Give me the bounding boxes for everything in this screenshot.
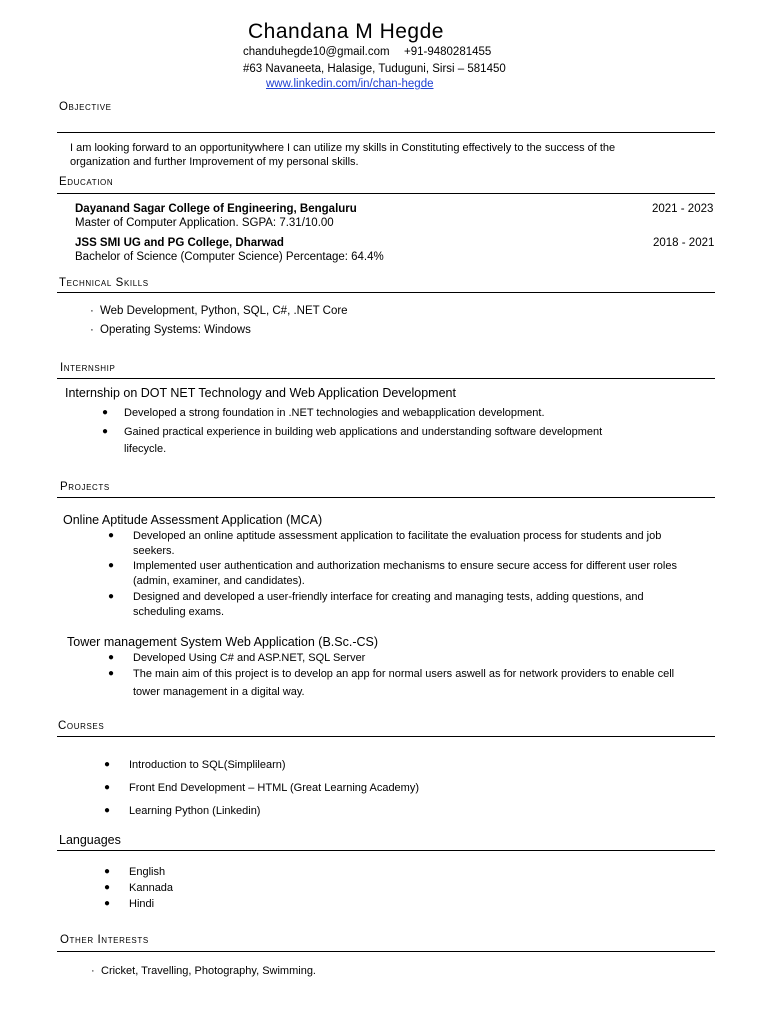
section-divider bbox=[57, 378, 715, 379]
skill-bullet-icon: · bbox=[90, 305, 94, 317]
language-item: Kannada bbox=[129, 882, 174, 894]
bullet-icon: ● bbox=[104, 805, 111, 816]
project-line: seekers. bbox=[133, 545, 175, 557]
bullet-icon: ● bbox=[108, 591, 115, 602]
education-institution: JSS SMI UG and PG College, Dharwad bbox=[75, 237, 284, 249]
interests-heading: Other Interests bbox=[60, 934, 149, 946]
contact-email: chanduhegde10@gmail.com bbox=[243, 46, 390, 58]
objective-line: I am looking forward to an opportunitywhere I can utilize my skills in Constituting effectively to the success of the bbox=[70, 142, 616, 154]
interests-text: Cricket, Travelling, Photography, Swimming. bbox=[101, 965, 316, 977]
course-item: Front End Development – HTML (Great Learning Academy) bbox=[129, 782, 420, 794]
section-divider bbox=[57, 193, 715, 194]
internship-point: Gained practical experience in building web applications and understanding software development bbox=[124, 426, 603, 438]
skill-bullet-icon: · bbox=[90, 324, 94, 336]
project-title: Online Aptitude Assessment Application (MCA) bbox=[63, 513, 323, 527]
bullet-icon: ● bbox=[102, 426, 109, 437]
section-divider bbox=[57, 850, 715, 851]
bullet-icon: ● bbox=[108, 652, 115, 663]
section-divider bbox=[57, 951, 715, 952]
course-item: Learning Python (Linkedin) bbox=[129, 805, 261, 817]
internship-heading: Internship bbox=[60, 362, 116, 374]
language-item: English bbox=[129, 866, 166, 878]
bullet-icon: ● bbox=[104, 782, 111, 793]
education-period: 2021 - 2023 bbox=[652, 203, 714, 215]
bullet-icon: ● bbox=[104, 759, 111, 770]
bullet-icon: ● bbox=[104, 898, 111, 909]
linkedin-link[interactable]: www.linkedin.com/in/chan-hegde bbox=[266, 78, 434, 90]
section-divider bbox=[57, 132, 715, 133]
languages-heading: Languages bbox=[59, 833, 121, 847]
skill-item: Operating Systems: Windows bbox=[100, 324, 251, 336]
education-institution: Dayanand Sagar College of Engineering, Bengaluru bbox=[75, 203, 357, 215]
education-heading: Education bbox=[59, 176, 114, 188]
contact-phone: +91-9480281455 bbox=[404, 46, 492, 58]
objective-line: organization and further Improvement of my personal skills. bbox=[70, 156, 359, 168]
courses-heading: Courses bbox=[58, 720, 105, 732]
interest-bullet-icon: · bbox=[91, 965, 95, 977]
project-line: tower management in a digital way. bbox=[133, 686, 305, 698]
education-detail: Bachelor of Science (Computer Science) Percentage: 64.4% bbox=[75, 251, 384, 263]
bullet-icon: ● bbox=[102, 407, 109, 418]
internship-title: Internship on DOT NET Technology and Web Application Development bbox=[65, 386, 456, 400]
project-line: Developed an online aptitude assessment application to facilitate the evaluation process for students and job bbox=[133, 530, 662, 542]
internship-point: lifecycle. bbox=[124, 443, 167, 455]
skill-item: Web Development, Python, SQL, C#, .NET Core bbox=[100, 305, 348, 317]
project-line: scheduling exams. bbox=[133, 606, 225, 618]
bullet-icon: ● bbox=[108, 530, 115, 541]
projects-heading: Projects bbox=[60, 481, 110, 493]
bullet-icon: ● bbox=[108, 668, 115, 679]
course-item: Introduction to SQL(Simplilearn) bbox=[129, 759, 286, 771]
section-divider bbox=[57, 497, 715, 498]
contact-address: #63 Navaneeta, Halasige, Tuduguni, Sirsi – 581450 bbox=[243, 63, 506, 75]
bullet-icon: ● bbox=[104, 866, 111, 877]
project-line: Developed Using C# and ASP.NET, SQL Server bbox=[133, 652, 366, 664]
internship-point: Developed a strong foundation in .NET technologies and webapplication development. bbox=[124, 407, 545, 419]
project-title: Tower management System Web Application (B.Sc.-CS) bbox=[67, 635, 379, 649]
project-line: Designed and developed a user-friendly interface for creating and managing tests, adding questions, and bbox=[133, 591, 644, 603]
candidate-name: Chandana M Hegde bbox=[248, 20, 444, 43]
section-divider bbox=[57, 292, 715, 293]
language-item: Hindi bbox=[129, 898, 155, 910]
bullet-icon: ● bbox=[104, 882, 111, 893]
project-line: Implemented user authentication and authorization mechanisms to ensure secure access for different user roles bbox=[133, 560, 677, 572]
project-line: The main aim of this project is to develop an app for normal users aswell as for network providers to enable cell bbox=[133, 668, 675, 680]
skills-heading: Technical Skills bbox=[59, 277, 149, 289]
project-line: (admin, examiner, and candidates). bbox=[133, 575, 305, 587]
education-detail: Master of Computer Application. SGPA: 7.31/10.00 bbox=[75, 217, 334, 229]
bullet-icon: ● bbox=[108, 560, 115, 571]
section-divider bbox=[57, 736, 715, 737]
education-period: 2018 - 2021 bbox=[653, 237, 715, 249]
objective-heading: Objective bbox=[59, 101, 112, 113]
